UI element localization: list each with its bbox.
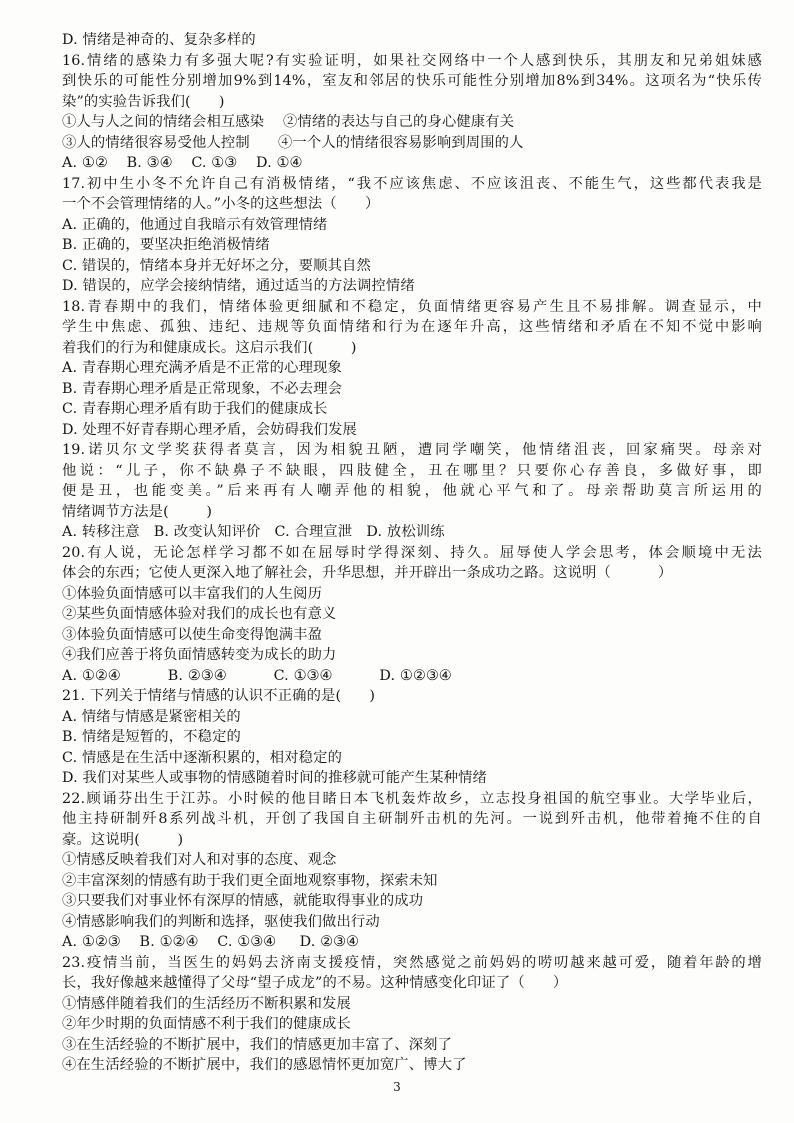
question-22-stem: 22.顾诵芬出生于江苏。小时候的他目睹日本飞机轰炸故乡，立志投身祖国的航空事业。大学毕业后，: [62, 790, 762, 807]
question-20-stem: 20.有人说，无论怎样学习都不如在屈辱时学得深刻、持久。屈辱使人学会思考，体会顺境中无法: [62, 544, 762, 561]
option-line: D. 错误的，应学会接纳情绪，通过适当的方法调控情绪: [62, 278, 415, 294]
question-19-stem: 19.诺贝尔文学奖获得者莫言，因为相貌丑陋，遭同学嘲笑，他情绪沮丧，回家痛哭。母亲对: [62, 442, 762, 458]
option-line: A. 情绪与情感是紧密相关的: [62, 708, 241, 725]
text-line: 着我们的行为和健康成长。这启示我们( ): [62, 339, 357, 356]
answer-options: A. ①② B. ③④ C. ①③ D. ①④: [62, 155, 303, 171]
option-line: B. 青春期心理矛盾是正常现象，不必去理会: [62, 380, 343, 397]
text-line: 学生中焦虑、孤独、违纪、违规等负面情绪和行为在逐年升高，这些情绪和矛盾在不知不觉中影响: [62, 319, 762, 335]
text-line: 情绪调节方法是( ): [62, 503, 213, 520]
option-line: C. 情感是在生活中逐渐积累的，相对稳定的: [62, 749, 343, 766]
statement-line: ④在生活经验的不断扩展中，我们的感恩情怀更加宽广、博大了: [62, 1057, 467, 1073]
text-line: 他说：“儿子，你不缺鼻子不缺眼，四肢健全，丑在哪里？只要你心存善良，多做好事，即: [62, 462, 762, 479]
text-line: 豪。这说明( ): [62, 831, 184, 848]
answer-options: A. ①②③ B. ①②④ C. ①③④ D. ②③④: [62, 934, 360, 950]
question-17-stem: 17.初中生小冬不允许自己有消极情绪，“我不应该焦虑、不应该沮丧、不能生气，这些都代表我是: [62, 175, 762, 192]
statement-line: ①体验负面情感可以丰富我们的人生阅历: [62, 585, 323, 602]
option-line: B. 情绪是短暂的，不稳定的: [62, 729, 241, 745]
statement-line: ②丰富深刻的情感有助于我们更全面地观察事物，探索未知: [62, 872, 438, 889]
option-line: C. 错误的，情绪本身并无好坏之分，要顺其自然: [62, 257, 371, 274]
statement-line: ③人的情绪很容易受他人控制 ④一个人的情绪很容易影响到周围的人: [62, 134, 524, 151]
option-line: D. 处理不好青春期心理矛盾，会妨碍我们发展: [62, 421, 357, 438]
question-21-stem: 21. 下列关于情绪与情感的认识不正确的是( ): [62, 688, 376, 704]
statement-line: ②年少时期的负面情感不利于我们的健康成长: [62, 1016, 351, 1032]
option-line: C. 青春期心理矛盾有助于我们的健康成长: [62, 401, 328, 417]
option-line: A. 青春期心理充满矛盾是不正常的心理现象: [62, 360, 342, 376]
option-line: A. 正确的，他通过自我暗示有效管理情绪: [62, 216, 328, 233]
text-line: D. 情绪是神奇的、复杂多样的: [62, 32, 256, 48]
question-text-block: [62, 30, 762, 1076]
statement-line: ①情感反映着我们对人和对事的态度、观念: [62, 852, 337, 868]
statement-line: ①情感伴随着我们的生活经历不断积累和发展: [62, 995, 351, 1012]
statement-line: ④情感影响我们的判断和选择，驱使我们做出行动: [62, 913, 380, 930]
text-line: 便是丑，也能变美。”后来再有人嘲弄他的相貌，他就心平气和了。母亲帮助莫言所运用的: [62, 483, 762, 499]
text-line: 一个不会管理情绪的人。”小冬的这些想法（ ）: [62, 196, 380, 212]
question-18-stem: 18.青春期中的我们，情绪体验更细腻和不稳定，负面情绪更容易产生且不易排解。调查显示，中: [62, 298, 762, 315]
statement-line: ④我们应善于将负面情感转变为成长的助力: [62, 647, 337, 663]
text-line: 体会的东西；它使人更深入地了解社会，升华思想，并开辟出一条成功之路。这说明（ ）: [62, 565, 673, 581]
statement-line: ③只要我们对事业怀有深厚的情感，就能取得事业的成功: [62, 893, 424, 909]
statement-line: ③在生活经验的不断扩展中，我们的情感更加丰富了、深刻了: [62, 1036, 453, 1053]
text-line: 染”的实验告诉我们( ): [62, 93, 225, 110]
statement-line: ①人与人之间的情绪会相互感染 ②情绪的表达与自己的身心健康有关: [62, 114, 515, 130]
text-line: 长，我好像越来越懂得了父母“望子成龙”的不易。这种情感变化印证了（ ）: [62, 975, 568, 991]
answer-options: A. 转移注意 B. 改变认知评价 C. 合理宣泄 D. 放松训练: [62, 524, 445, 540]
option-line: B. 正确的，要坚决拒绝消极情绪: [62, 237, 270, 253]
question-23-stem: 23.疫情当前，当医生的妈妈去济南支援疫情，突然感觉之前妈妈的唠叨越来越可爱，随着年龄的增: [62, 954, 762, 971]
statement-line: ②某些负面情感体验对我们的成长也有意义: [62, 606, 337, 622]
page-number: 3: [393, 1080, 401, 1094]
statement-line: ③体验负面情感可以使生命变得饱满丰盈: [62, 626, 323, 643]
question-16-stem: 16.情绪的感染力有多强大呢?有实验证明，如果社交网络中一个人感到快乐，其朋友和兄弟姐妹感: [62, 52, 762, 69]
option-line: D. 我们对某些人或事物的情感随着时间的推移就可能产生某种情绪: [62, 770, 488, 786]
text-line: 他主持研制歼8系列战斗机，开创了我国自主研制歼击机的先河。一说到歼击机，他带着掩不住的自: [62, 811, 762, 827]
text-line: 到快乐的可能性分别增加9%到14%，室友和邻居的快乐可能性分别增加8%到34%。这项名为“快乐传: [62, 73, 762, 89]
answer-options: A. ①②④ B. ②③④ C. ①③④ D. ①②③④: [62, 667, 452, 684]
